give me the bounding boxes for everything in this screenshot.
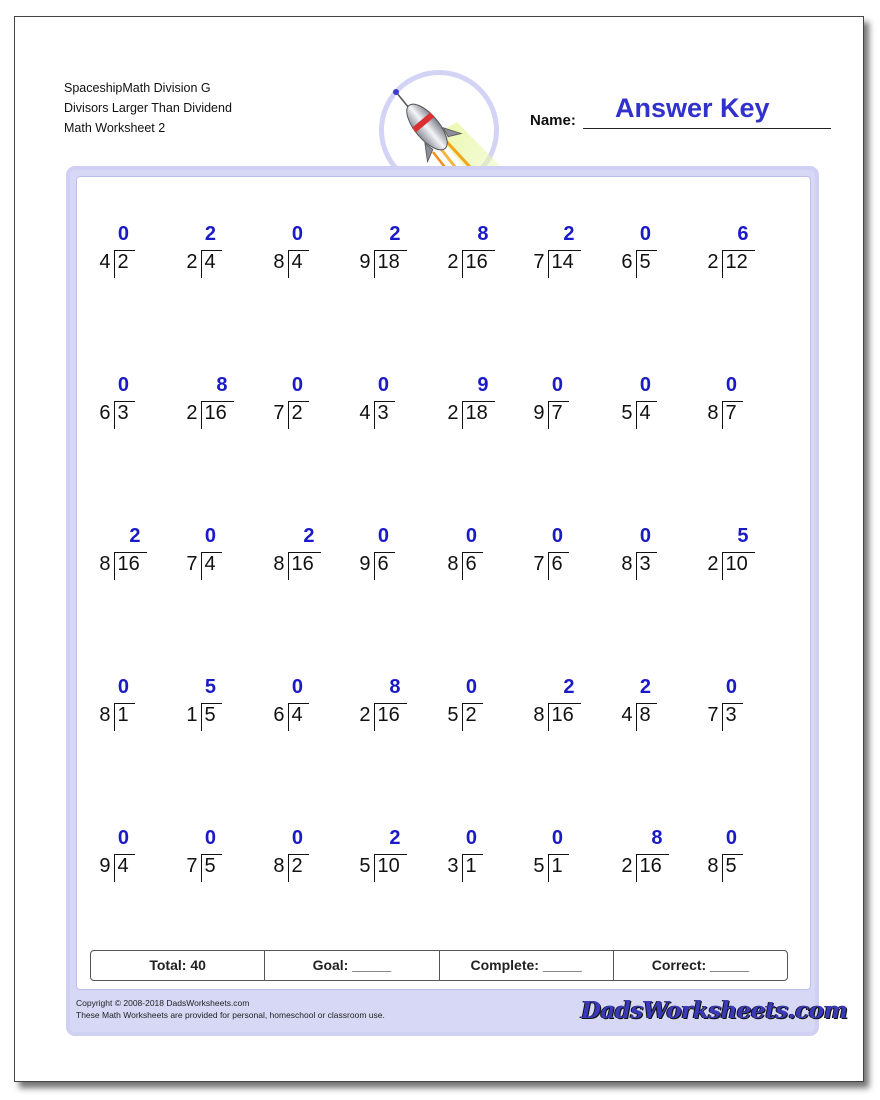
division-problem [172, 374, 272, 434]
division-bracket [462, 854, 463, 882]
division-bracket [462, 401, 463, 429]
dividend: 4 [204, 251, 216, 273]
dividend: 16 [117, 553, 140, 575]
division-problem [519, 223, 619, 283]
division-problem [259, 223, 359, 283]
division-bracket [722, 854, 723, 882]
dividend: 6 [465, 553, 477, 575]
dividend: 7 [725, 402, 737, 424]
dividend: 3 [639, 553, 651, 575]
divisor: 7 [533, 553, 545, 575]
dividend: 14 [551, 251, 574, 273]
division-problem [172, 676, 272, 736]
dividend: 1 [117, 704, 129, 726]
dividend: 5 [639, 251, 651, 273]
division-problem [607, 223, 707, 283]
name-field-line[interactable] [583, 128, 831, 129]
division-bracket [722, 250, 723, 278]
division-problem [85, 374, 185, 434]
quotient-answer: 0 [639, 223, 651, 245]
divisor: 7 [186, 553, 198, 575]
division-bracket [548, 703, 549, 731]
dividend: 3 [117, 402, 129, 424]
divisor: 8 [273, 855, 285, 877]
division-problem [693, 223, 793, 283]
quotient-answer: 2 [563, 223, 575, 245]
score-table [90, 950, 788, 981]
dividend: 7 [551, 402, 563, 424]
division-problem [519, 374, 619, 434]
division-problem [345, 827, 445, 887]
goal-cell[interactable]: Goal: _____ [265, 951, 439, 980]
divisor: 8 [273, 553, 285, 575]
divisor: 8 [447, 553, 459, 575]
quotient-answer: 0 [117, 223, 129, 245]
division-bracket [288, 250, 289, 278]
division-problem [345, 223, 445, 283]
quotient-answer: 2 [129, 525, 141, 547]
name-label: Name: [530, 112, 576, 129]
worksheet-page [14, 16, 864, 1082]
division-problem [519, 676, 619, 736]
complete-cell[interactable]: Complete: _____ [440, 951, 614, 980]
quotient-answer: 0 [377, 374, 389, 396]
divisor: 2 [707, 251, 719, 273]
dividend: 4 [291, 704, 303, 726]
division-bracket [722, 552, 723, 580]
dividend: 2 [291, 402, 303, 424]
dividend: 16 [465, 251, 488, 273]
division-bracket [374, 552, 375, 580]
divisor: 8 [621, 553, 633, 575]
quotient-answer: 0 [204, 525, 216, 547]
divisor: 7 [273, 402, 285, 424]
division-problem [433, 223, 533, 283]
divisor: 5 [621, 402, 633, 424]
division-bracket [636, 401, 637, 429]
dividend: 10 [377, 855, 400, 877]
quotient-answer: 5 [204, 676, 216, 698]
dividend: 16 [551, 704, 574, 726]
divisor: 9 [99, 855, 111, 877]
divisor: 3 [447, 855, 459, 877]
quotient-answer: 2 [639, 676, 651, 698]
dividend: 4 [117, 855, 129, 877]
divisor: 6 [99, 402, 111, 424]
divisor: 9 [359, 553, 371, 575]
divisor: 4 [359, 402, 371, 424]
quotient-answer: 0 [377, 525, 389, 547]
dividend: 5 [204, 704, 216, 726]
division-bracket [548, 401, 549, 429]
division-bracket [201, 250, 202, 278]
dividend: 12 [725, 251, 748, 273]
total-cell: Total: 40 [91, 951, 265, 980]
division-problem [259, 525, 359, 585]
division-problem [693, 525, 793, 585]
dividend: 3 [377, 402, 389, 424]
dividend: 10 [725, 553, 748, 575]
divisor: 6 [621, 251, 633, 273]
divisor: 8 [273, 251, 285, 273]
division-problem [259, 374, 359, 434]
divisor: 2 [707, 553, 719, 575]
dividend: 1 [551, 855, 563, 877]
quotient-answer: 2 [389, 827, 401, 849]
problem-frame [66, 166, 819, 1036]
dividend: 5 [204, 855, 216, 877]
divisor: 9 [533, 402, 545, 424]
division-bracket [201, 854, 202, 882]
dividend: 4 [291, 251, 303, 273]
quotient-answer: 2 [389, 223, 401, 245]
divisor: 4 [99, 251, 111, 273]
division-problem [259, 676, 359, 736]
correct-cell[interactable]: Correct: _____ [651, 957, 750, 973]
quotient-answer: 0 [117, 374, 129, 396]
dividend: 2 [291, 855, 303, 877]
dividend: 16 [377, 704, 400, 726]
division-problem [85, 827, 185, 887]
dividend: 16 [639, 855, 662, 877]
copyright-line-1: Copyright © 2008-2018 DadsWorksheets.com [76, 998, 250, 1008]
division-problem [607, 525, 707, 585]
quotient-answer: 0 [465, 676, 477, 698]
title-line-3: Math Worksheet 2 [64, 121, 166, 135]
divisor: 6 [273, 704, 285, 726]
quotient-answer: 8 [651, 827, 663, 849]
division-bracket [636, 552, 637, 580]
divisor: 7 [533, 251, 545, 273]
division-bracket [288, 854, 289, 882]
copyright-note [76, 997, 385, 1021]
division-problem [85, 525, 185, 585]
division-bracket [636, 703, 637, 731]
division-problem [172, 223, 272, 283]
divisor: 2 [447, 402, 459, 424]
quotient-answer: 2 [563, 676, 575, 698]
division-bracket [548, 552, 549, 580]
division-bracket [201, 552, 202, 580]
division-bracket [288, 552, 289, 580]
division-bracket [722, 703, 723, 731]
dividend: 16 [291, 553, 314, 575]
division-bracket [548, 854, 549, 882]
division-bracket [201, 401, 202, 429]
division-bracket [722, 401, 723, 429]
divisor: 7 [707, 704, 719, 726]
dividend: 8 [639, 704, 651, 726]
division-bracket [462, 250, 463, 278]
title-line-2: Divisors Larger Than Dividend [64, 101, 232, 115]
divisor: 4 [621, 704, 633, 726]
division-problem [85, 676, 185, 736]
quotient-answer: 0 [117, 676, 129, 698]
divisor: 9 [359, 251, 371, 273]
divisor: 5 [533, 855, 545, 877]
quotient-answer: 0 [639, 374, 651, 396]
dividend: 1 [465, 855, 477, 877]
quotient-answer: 6 [737, 223, 749, 245]
divisor: 8 [533, 704, 545, 726]
quotient-answer: 2 [204, 223, 216, 245]
quotient-answer: 0 [551, 525, 563, 547]
division-problem [607, 374, 707, 434]
quotient-answer: 8 [389, 676, 401, 698]
dividend: 6 [551, 553, 563, 575]
division-bracket [374, 401, 375, 429]
division-bracket [462, 703, 463, 731]
divisor: 8 [99, 553, 111, 575]
division-problem [345, 525, 445, 585]
division-bracket [114, 552, 115, 580]
division-problem [172, 827, 272, 887]
worksheet-title [64, 78, 232, 138]
division-problem [519, 827, 619, 887]
division-problem [433, 827, 533, 887]
quotient-answer: 0 [204, 827, 216, 849]
division-bracket [288, 703, 289, 731]
division-problem [433, 374, 533, 434]
divisor: 7 [186, 855, 198, 877]
quotient-answer: 0 [291, 374, 303, 396]
quotient-answer: 2 [303, 525, 315, 547]
division-bracket [288, 401, 289, 429]
quotient-answer: 8 [477, 223, 489, 245]
division-problem [607, 676, 707, 736]
quotient-answer: 0 [465, 525, 477, 547]
division-bracket [636, 250, 637, 278]
quotient-answer: 0 [117, 827, 129, 849]
divisor: 8 [99, 704, 111, 726]
division-problem [172, 525, 272, 585]
dividend: 16 [204, 402, 227, 424]
division-bracket [374, 250, 375, 278]
division-bracket [374, 703, 375, 731]
division-bracket [114, 854, 115, 882]
answer-key-text: Answer Key [615, 93, 770, 123]
quotient-answer: 0 [465, 827, 477, 849]
division-problem [693, 676, 793, 736]
brand-logo: DadsWorksheets.com [581, 997, 848, 1024]
quotient-answer: 5 [737, 525, 749, 547]
quotient-answer: 0 [291, 676, 303, 698]
division-problem [345, 374, 445, 434]
quotient-answer: 0 [291, 223, 303, 245]
dividend: 4 [639, 402, 651, 424]
division-bracket [636, 854, 637, 882]
quotient-answer: 0 [725, 827, 737, 849]
division-problem [85, 223, 185, 283]
divisor: 1 [186, 704, 198, 726]
division-bracket [201, 703, 202, 731]
divisor: 5 [447, 704, 459, 726]
division-bracket [114, 250, 115, 278]
division-bracket [548, 250, 549, 278]
division-bracket [374, 854, 375, 882]
dividend: 2 [117, 251, 129, 273]
division-bracket [462, 552, 463, 580]
division-bracket [114, 401, 115, 429]
divisor: 2 [621, 855, 633, 877]
quotient-answer: 9 [477, 374, 489, 396]
divisor: 2 [447, 251, 459, 273]
dividend: 3 [725, 704, 737, 726]
division-problem [259, 827, 359, 887]
divisor: 2 [359, 704, 371, 726]
quotient-answer: 0 [639, 525, 651, 547]
division-problem [693, 827, 793, 887]
division-problem [433, 525, 533, 585]
dividend: 18 [377, 251, 400, 273]
division-problem [519, 525, 619, 585]
division-problem [607, 827, 707, 887]
title-line-1: SpaceshipMath Division G [64, 81, 211, 95]
division-problem [693, 374, 793, 434]
dividend: 6 [377, 553, 389, 575]
division-bracket [114, 703, 115, 731]
quotient-answer: 0 [551, 374, 563, 396]
dividend: 2 [465, 704, 477, 726]
divisor: 2 [186, 251, 198, 273]
quotient-answer: 0 [725, 676, 737, 698]
divisor: 8 [707, 402, 719, 424]
quotient-answer: 0 [551, 827, 563, 849]
dividend: 5 [725, 855, 737, 877]
quotient-answer: 0 [725, 374, 737, 396]
quotient-answer: 8 [216, 374, 228, 396]
division-problem [345, 676, 445, 736]
division-problem [433, 676, 533, 736]
dividend: 18 [465, 402, 488, 424]
divisor: 8 [707, 855, 719, 877]
copyright-line-2: These Math Worksheets are provided for personal, homeschool or classroom use. [76, 1010, 385, 1020]
divisor: 5 [359, 855, 371, 877]
quotient-answer: 0 [291, 827, 303, 849]
divisor: 2 [186, 402, 198, 424]
dividend: 4 [204, 553, 216, 575]
